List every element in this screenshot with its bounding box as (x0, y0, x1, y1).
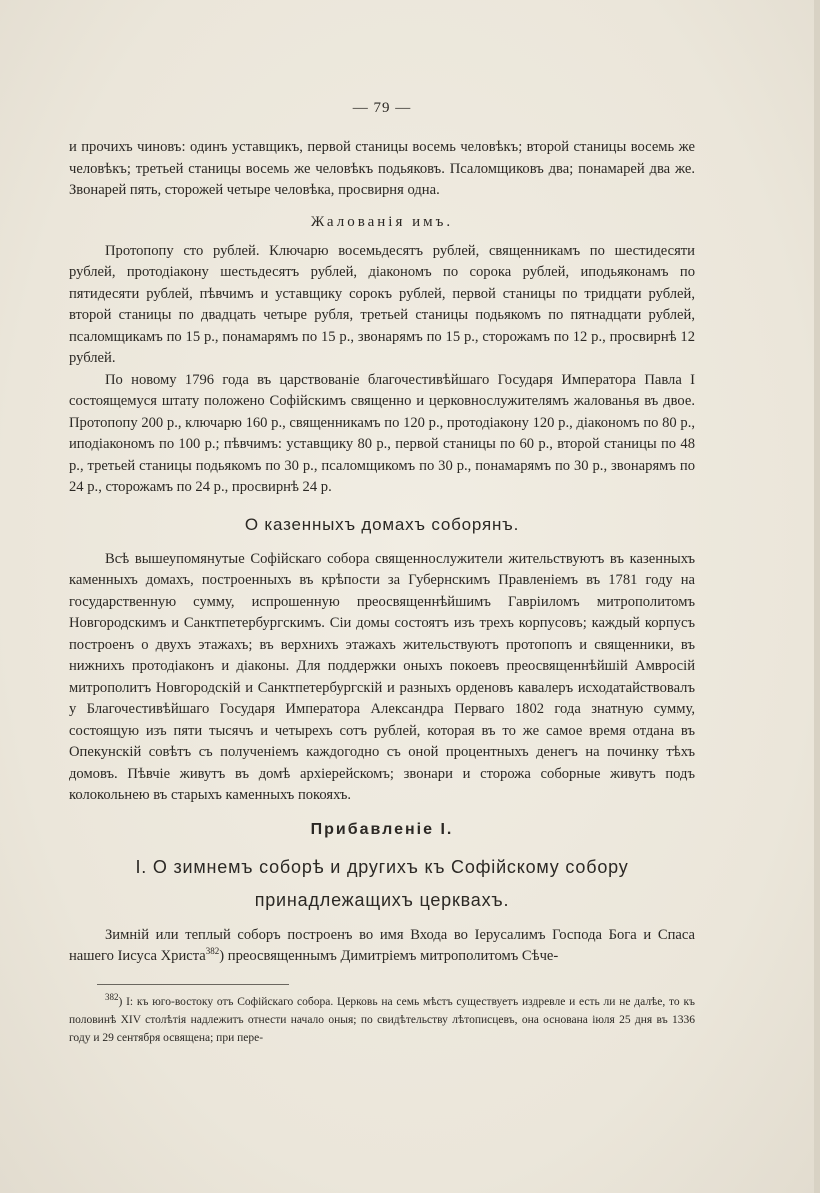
footnote-divider (97, 984, 289, 985)
page-number: — 79 — (352, 100, 412, 116)
paragraph-state-houses: Всѣ вышеупомянутые Софійскаго собора священнослужители жительствуютъ въ казенныхъ каменныхъ домахъ, построенныхъ въ крѣпости за Губернскимъ Правленіемъ въ 1781 году на государственную сумму, испрошенную преосвященнѣйшимъ Гавріиломъ митрополитомъ Новгородскимъ и Санктпетербургскимъ. Сіи домы состоятъ изъ трехъ корпусовъ; каждый корпусъ построенъ о двухъ этажахъ; въ верхнихъ этажахъ жительствуютъ протопопъ и священники, въ нижнихъ протодіаконъ и діаконы. Для поддержки оныхъ покоевъ преосвященнѣйшій Амвросій митрополитъ Новгородскій и Санктпетербургскій и разныхъ орденовъ кавалеръ исходатайствовалъ у Благочестивѣйшаго Государя Императора Александра Перваго 1802 года знатную сумму, состоящую изъ пяти тысячъ и четырехъ сотъ рублей, которая въ то же самое время отдана въ Опекунскій совѣтъ съ полученіемъ каждогодно съ оной процентныхъ денегъ на починку тѣхъ домовъ. Пѣвчіе живутъ въ домѣ архіерейскомъ; звонари и сторожа соборные живутъ подъ колокольнею въ старыхъ каменныхъ покояхъ. (69, 550, 695, 803)
heading-state-houses: О казенныхъ домахъ соборянъ. (244, 514, 520, 534)
page-edge-shadow (814, 0, 820, 1193)
paragraph-text-b: ) преосвященнымъ Димитріемъ митрополитомъ Сѣче- (219, 948, 559, 964)
footnote (69, 993, 695, 1047)
footnote-number: 382 (105, 991, 119, 1002)
heading-section-winter-cathedral: I. О зимнемъ соборѣ и другихъ къ Софійскому собору принадлежащихъ церквахъ. (135, 856, 629, 910)
paragraph-text-a: Зимній или теплый соборъ построенъ во имя Входа во Іерусалимъ Господа Бога и Спаса нашего Іисуса Христа (69, 926, 695, 964)
paragraph-new-staff-1796: По новому 1796 года въ царствованіе благочестивѣйшаго Государя Императора Павла I состоящемуся штату положено Софійскимъ священно и церковнослужителямъ жалованья въ двое. Протопопу 200 р., ключарю 160 р., священникамъ по 120 р., протодіакону 120 р., діакономъ по 80 р., иподіакономъ по 100 р.; пѣвчимъ: уставщику 80 р., первой станицы по 60 р., второй станицы по 48 р., третьей станицы подьякомъ по 30 р., псаломщикомъ по 30 р., понамарямъ по 30 р., звонарямъ по 24 р., сторожамъ по 24 р., просвирнѣ 24 р. (69, 371, 695, 495)
paragraph-salaries: Протопопу сто рублей. Ключарю восемьдесятъ рублей, священникамъ по шестидесяти рублей, протодіакону шестьдесятъ рублей, діакономъ по сорока рублей, иподьяконамъ по пятидесяти рублей, пѣвчимъ и уставщику сорокъ рублей, первой станицы по тридцати рублей, второй станицы по двадцать четыре рубля, третьей станицы подьякомъ по пятнадцати рублей, псаломщикамъ по 15 р., понамарямъ по 15 р., звонарямъ по 15 р., сторожамъ по 12 р., просвирнѣ 12 рублей. (69, 242, 695, 366)
paragraph-clergy-ranks: и прочихъ чиновъ: одинъ уставщикъ, первой станицы восемь человѣкъ; второй станицы восемь же человѣкъ; третьей станицы восемь же человѣкъ подьяковъ. Псаломщиковъ два; понамарей два же. Звонарей пять, сторожей четыре человѣка, просвирня одна. (69, 139, 695, 198)
paragraph-winter-cathedral (69, 925, 695, 968)
heading-appendix: Прибавленіе I. (310, 820, 454, 838)
footnote-text: ) I: къ юго-востоку отъ Софійскаго собора. Церковь на семь мѣстъ существуетъ издревле и есть ли не далѣе, то къ половинѣ XIV столѣтія надлежитъ отнести начало оныя; по свидѣтельству лѣтописцевъ, она основана іюля 25 дня въ 1336 году и 29 сентября освящена; при пере- (69, 995, 695, 1044)
page-content (69, 100, 695, 1047)
footnote-reference: 382 (205, 946, 220, 957)
heading-salaries: Жалованія имъ. (310, 213, 454, 230)
